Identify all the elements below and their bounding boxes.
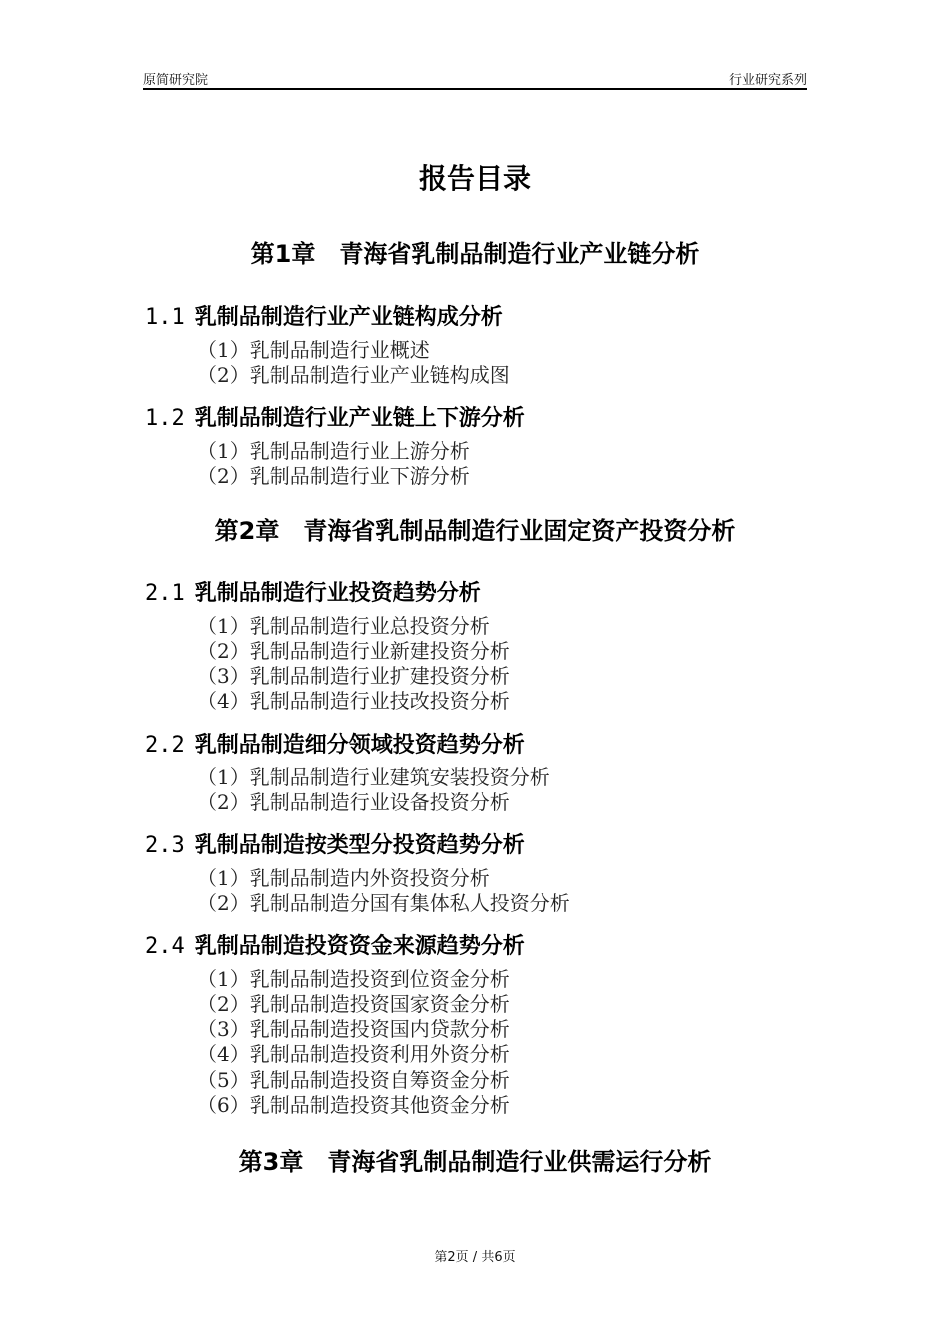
toc-item: （2）乳制品制造行业下游分析 (197, 464, 470, 488)
chapter-1-heading (0, 234, 950, 269)
header-org-name: 原简研究院 (143, 73, 209, 88)
toc-item: （4）乳制品制造投资利用外资分析 (197, 1042, 510, 1066)
toc-item: （1）乳制品制造行业概述 (197, 338, 430, 362)
section-1-1: 1.1 乳制品制造行业产业链构成分析 (145, 305, 503, 330)
toc-item: （5）乳制品制造投资自筹资金分析 (197, 1068, 510, 1092)
chapter-title: 青海省乳制品制造行业固定资产投资分析 (303, 517, 736, 545)
chapter-title: 青海省乳制品制造行业供需运行分析 (327, 1148, 712, 1176)
toc-item: （1）乳制品制造行业总投资分析 (197, 614, 490, 638)
page-number: 第2页 / 共6页 (434, 1250, 516, 1265)
toc-item: （1）乳制品制造行业上游分析 (197, 439, 470, 463)
chapter-2-heading (0, 511, 950, 546)
toc-item: （2）乳制品制造投资国家资金分析 (197, 992, 510, 1016)
header-divider (143, 88, 807, 90)
chapter-label: 第2章 (214, 517, 280, 545)
chapter-label: 第1章 (250, 240, 316, 268)
toc-item: （2）乳制品制造分国有集体私人投资分析 (197, 891, 570, 915)
chapter-label: 第3章 (238, 1148, 304, 1176)
chapter-3-heading (0, 1142, 950, 1177)
toc-item: （1）乳制品制造内外资投资分析 (197, 866, 490, 890)
section-2-1: 2.1 乳制品制造行业投资趋势分析 (145, 581, 481, 606)
toc-item: （2）乳制品制造行业新建投资分析 (197, 639, 510, 663)
page-title: 报告目录 (418, 162, 531, 195)
toc-item: （6）乳制品制造投资其他资金分析 (197, 1093, 510, 1117)
section-2-2: 2.2 乳制品制造细分领域投资趋势分析 (145, 733, 525, 758)
page-header (143, 68, 807, 88)
toc-item: （1）乳制品制造行业建筑安装投资分析 (197, 765, 550, 789)
section-1-2: 1.2 乳制品制造行业产业链上下游分析 (145, 406, 525, 431)
toc-item: （2）乳制品制造行业产业链构成图 (197, 363, 510, 387)
toc-item: （4）乳制品制造行业技改投资分析 (197, 689, 510, 713)
section-2-3: 2.3 乳制品制造按类型分投资趋势分析 (145, 833, 525, 858)
toc-item: （3）乳制品制造行业扩建投资分析 (197, 664, 510, 688)
section-2-4: 2.4 乳制品制造投资资金来源趋势分析 (145, 934, 525, 959)
chapter-title: 青海省乳制品制造行业产业链分析 (339, 240, 700, 268)
toc-item: （2）乳制品制造行业设备投资分析 (197, 790, 510, 814)
header-series-name: 行业研究系列 (728, 73, 807, 88)
toc-item: （3）乳制品制造投资国内贷款分析 (197, 1017, 510, 1041)
toc-item: （1）乳制品制造投资到位资金分析 (197, 967, 510, 991)
